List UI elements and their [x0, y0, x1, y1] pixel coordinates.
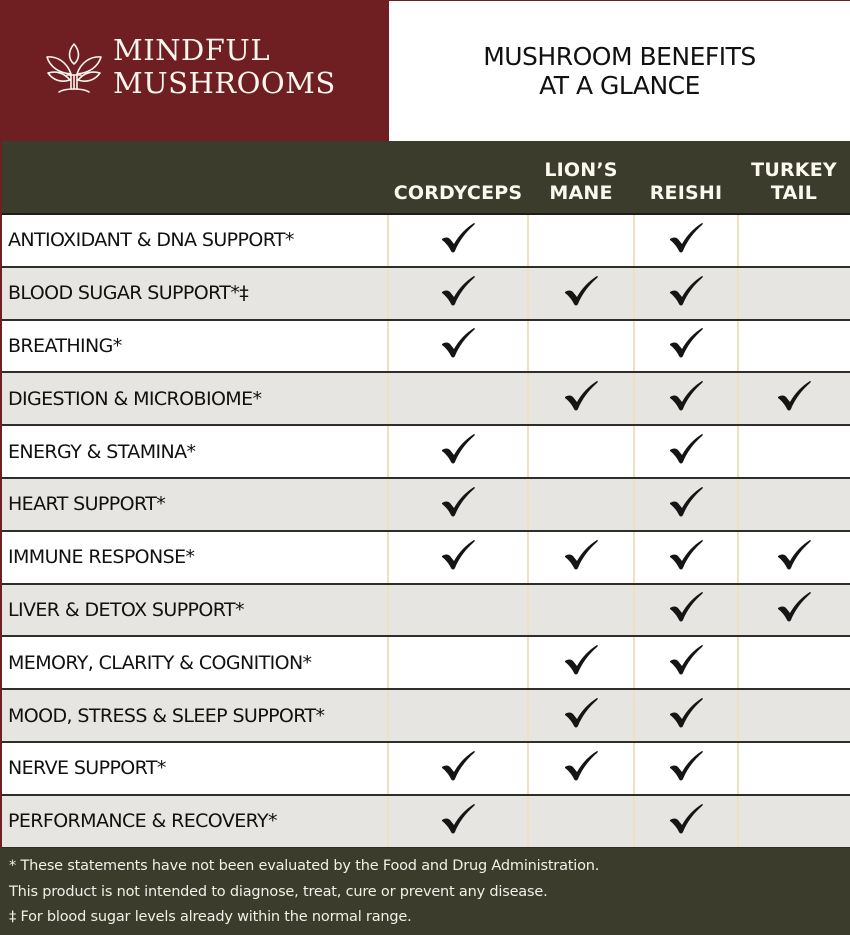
- checkmark-icon: [668, 750, 704, 787]
- benefit-label: MOOD, STRESS & SLEEP SUPPORT*: [8, 704, 325, 727]
- left-border: [0, 141, 2, 935]
- benefit-cell: [634, 321, 738, 372]
- checkmark-icon: [440, 222, 476, 259]
- table-body: [0, 215, 850, 849]
- table-header: [0, 141, 850, 215]
- table-row: [0, 532, 850, 585]
- benefit-label: PERFORMANCE & RECOVERY*: [8, 810, 277, 833]
- checkmark-icon: [776, 539, 812, 576]
- benefit-cell: [634, 743, 738, 794]
- benefit-cell: [388, 373, 528, 424]
- benefits-table: [0, 141, 850, 849]
- table-row: [0, 479, 850, 532]
- checkmark-icon: [668, 380, 704, 417]
- benefit-cell: [528, 268, 634, 319]
- checkmark-icon: [440, 486, 476, 523]
- benefit-cell: [388, 268, 528, 319]
- benefit-cell: [528, 426, 634, 477]
- benefit-label: LIVER & DETOX SUPPORT*: [8, 598, 244, 621]
- disclaimer-footer: [0, 848, 850, 935]
- benefit-cell: [388, 426, 528, 477]
- benefit-cell: [528, 637, 634, 688]
- benefit-label: ENERGY & STAMINA*: [8, 440, 196, 463]
- table-row: [0, 637, 850, 690]
- checkmark-icon: [440, 803, 476, 840]
- checkmark-icon: [440, 750, 476, 787]
- checkmark-icon: [668, 433, 704, 470]
- benefit-label: MEMORY, CLARITY & COGNITION*: [8, 651, 312, 674]
- checkmark-icon: [563, 380, 599, 417]
- table-row: [0, 743, 850, 796]
- benefit-cell: [738, 585, 850, 636]
- benefit-cell: [738, 215, 850, 266]
- disclaimer-blood-sugar: ‡ For blood sugar levels already within the normal range.: [9, 909, 412, 925]
- table-row: [0, 268, 850, 321]
- column-header-cordyceps: [388, 182, 528, 205]
- column-header-reishi: [634, 182, 738, 205]
- checkmark-icon: [668, 327, 704, 364]
- table-row: [0, 585, 850, 638]
- column-header-line2: REISHI: [649, 182, 723, 204]
- checkmark-icon: [440, 433, 476, 470]
- checkmark-icon: [668, 486, 704, 523]
- benefit-cell: [528, 796, 634, 847]
- benefit-cell: [388, 796, 528, 847]
- checkmark-icon: [563, 644, 599, 681]
- checkmark-icon: [668, 644, 704, 681]
- column-header-line2: CORDYCEPS: [393, 182, 523, 204]
- table-row: [0, 426, 850, 479]
- benefit-cell: [634, 479, 738, 530]
- table-row: [0, 321, 850, 374]
- disclaimer-fda: * These statements have not been evaluated by the Food and Drug Administration.: [9, 858, 600, 874]
- benefit-cell: [634, 690, 738, 741]
- benefit-cell: [388, 479, 528, 530]
- lotus-plant-icon: [45, 42, 103, 94]
- benefit-cell: [738, 479, 850, 530]
- benefit-cell: [634, 215, 738, 266]
- benefit-cell: [634, 532, 738, 583]
- page-title-panel: [389, 1, 850, 141]
- benefit-cell: [528, 743, 634, 794]
- benefit-cell: [738, 690, 850, 741]
- benefit-cell: [738, 796, 850, 847]
- column-header-line2: TAIL: [770, 182, 818, 204]
- disclaimer-disease: This product is not intended to diagnose, treat, cure or prevent any disease.: [9, 883, 548, 900]
- brand-name-line1: MINDFUL: [113, 33, 271, 67]
- checkmark-icon: [440, 539, 476, 576]
- column-header-mane: [528, 159, 634, 205]
- benefit-cell: [528, 532, 634, 583]
- benefit-cell: [738, 321, 850, 372]
- benefit-label: ANTIOXIDANT & DNA SUPPORT*: [8, 229, 294, 252]
- brand-name: [113, 34, 336, 100]
- checkmark-icon: [668, 222, 704, 259]
- checkmark-icon: [668, 803, 704, 840]
- checkmark-icon: [776, 591, 812, 628]
- benefit-cell: [738, 373, 850, 424]
- benefit-cell: [388, 743, 528, 794]
- benefit-cell: [528, 373, 634, 424]
- header: [0, 0, 850, 142]
- column-header-line1: LION’S: [544, 159, 618, 181]
- benefit-cell: [528, 479, 634, 530]
- benefit-cell: [738, 532, 850, 583]
- page-title: [389, 1, 850, 100]
- page-title-line2: AT A GLANCE: [539, 71, 700, 100]
- benefit-label: NERVE SUPPORT*: [8, 757, 166, 780]
- table-row: [0, 796, 850, 849]
- table-row: [0, 373, 850, 426]
- benefit-cell: [528, 585, 634, 636]
- benefit-label: BREATHING*: [8, 334, 122, 357]
- checkmark-icon: [668, 697, 704, 734]
- benefit-cell: [634, 796, 738, 847]
- checkmark-icon: [563, 697, 599, 734]
- column-header-line1: TURKEY: [751, 159, 837, 181]
- table-row: [0, 215, 850, 268]
- benefit-cell: [634, 268, 738, 319]
- checkmark-icon: [668, 275, 704, 312]
- benefit-label: IMMUNE RESPONSE*: [8, 546, 195, 569]
- benefit-cell: [528, 321, 634, 372]
- benefit-label: HEART SUPPORT*: [8, 493, 166, 516]
- table-row: [0, 690, 850, 743]
- benefit-cell: [528, 215, 634, 266]
- benefit-cell: [738, 637, 850, 688]
- brand-name-line2: MUSHROOMS: [113, 66, 336, 100]
- checkmark-icon: [440, 275, 476, 312]
- benefit-cell: [634, 373, 738, 424]
- benefit-cell: [634, 426, 738, 477]
- column-header-line2: MANE: [549, 182, 613, 204]
- benefit-cell: [738, 743, 850, 794]
- checkmark-icon: [563, 275, 599, 312]
- benefit-cell: [634, 585, 738, 636]
- benefit-cell: [388, 637, 528, 688]
- page-title-line1: MUSHROOM BENEFITS: [483, 42, 756, 71]
- checkmark-icon: [440, 327, 476, 364]
- checkmark-icon: [563, 750, 599, 787]
- benefit-cell: [388, 215, 528, 266]
- benefit-cell: [388, 321, 528, 372]
- benefit-cell: [634, 637, 738, 688]
- checkmark-icon: [668, 539, 704, 576]
- checkmark-icon: [776, 380, 812, 417]
- benefit-cell: [388, 585, 528, 636]
- column-header-tail: [738, 159, 850, 205]
- benefit-cell: [388, 690, 528, 741]
- checkmark-icon: [563, 539, 599, 576]
- benefit-cell: [388, 532, 528, 583]
- benefit-cell: [738, 268, 850, 319]
- benefit-label: DIGESTION & MICROBIOME*: [8, 387, 262, 410]
- checkmark-icon: [668, 591, 704, 628]
- benefit-label: BLOOD SUGAR SUPPORT*‡: [8, 282, 249, 305]
- benefit-cell: [528, 690, 634, 741]
- benefit-cell: [738, 426, 850, 477]
- brand-panel: [0, 0, 388, 142]
